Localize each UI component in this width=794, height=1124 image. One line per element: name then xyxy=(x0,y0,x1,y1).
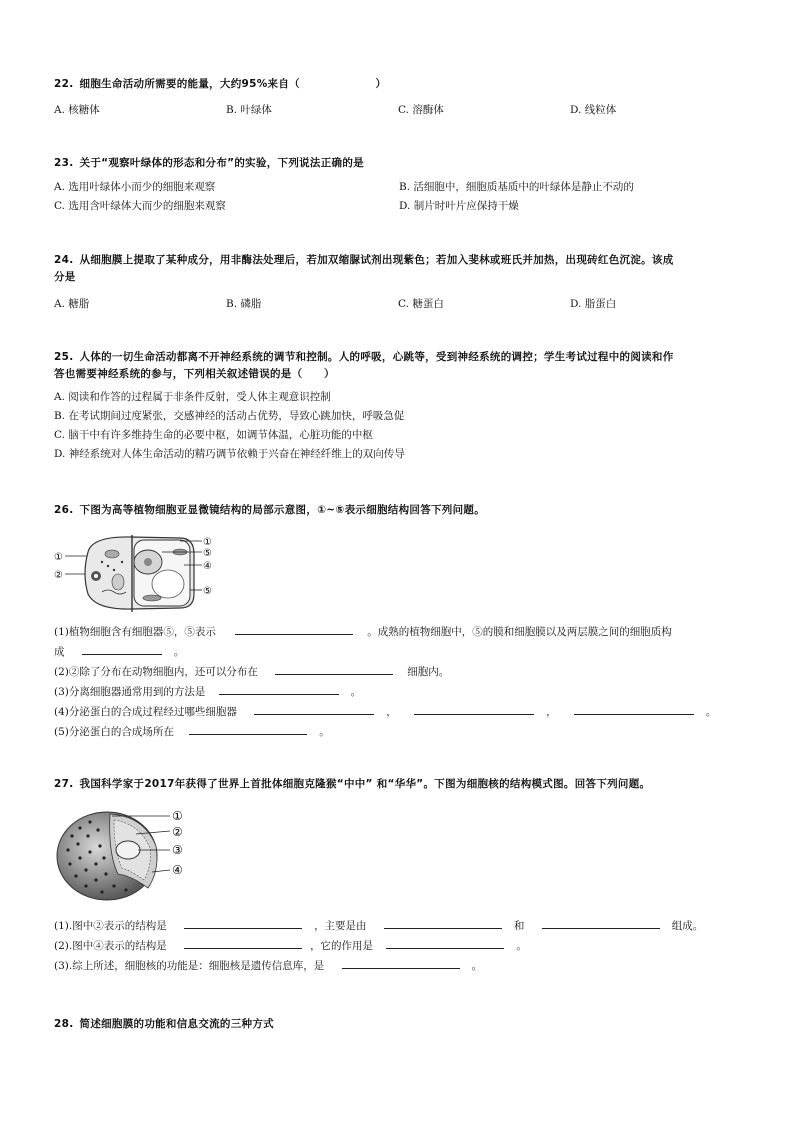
option-d[interactable]: D. 制片时叶片应保持干燥 xyxy=(399,200,519,212)
subq-4-sep: ， xyxy=(386,706,397,718)
question-27 xyxy=(54,776,744,793)
question-number: 26. xyxy=(54,504,74,516)
subq-1 xyxy=(54,916,744,936)
subq-1 xyxy=(54,622,744,642)
subq-2-text: (2).图中④表示的结构是 xyxy=(54,940,167,952)
question-stem xyxy=(54,76,744,93)
nucleus-label-2: ② xyxy=(172,825,183,839)
question-stem xyxy=(54,502,744,519)
option-b[interactable]: B. 叶绿体 xyxy=(226,104,272,116)
question-26-subparts xyxy=(54,622,744,742)
subq-2 xyxy=(54,662,744,682)
subq-3-period: 。 xyxy=(350,686,362,698)
nucleus-diagram xyxy=(52,806,192,906)
subq-3-text: (3).综上所述，细胞核的功能是：细胞核是遗传信息库，是 xyxy=(54,960,325,972)
option-a[interactable]: A. 糖脂 xyxy=(54,298,90,310)
question-stem xyxy=(54,1016,744,1033)
subq-3 xyxy=(54,682,744,702)
question-text: 从细胞膜上提取了某种成分，用非酶法处理后，若加双缩脲试剂出现紫色；若加入斐林或班氏并加热，出现砖红色沉淀。该成 xyxy=(79,254,674,266)
option-b[interactable]: B. 在考试期间过度紧张，交感神经的活动占优势，导致心跳加快，呼吸急促 xyxy=(54,410,405,422)
subq-3-text: (3)分离细胞器通常用到的方法是 xyxy=(54,686,206,698)
question-22 xyxy=(54,76,744,119)
subq-2-text-b: ，它的作用是 xyxy=(310,940,374,952)
nucleus-label-4: ④ xyxy=(172,863,183,877)
subq-1-line2 xyxy=(54,642,744,662)
option-c[interactable]: C. 糖蛋白 xyxy=(398,298,444,310)
question-text: 我国科学家于2017年获得了世界上首批体细胞克隆猴“中中” 和“华华”。下图为细胞核的结构模式图。回答下列问题。 xyxy=(79,778,651,790)
answer-blank[interactable] xyxy=(542,916,660,929)
subq-1-period: 。 xyxy=(173,646,185,658)
question-26 xyxy=(54,502,744,519)
answer-blank[interactable] xyxy=(219,682,339,695)
option-c[interactable]: C. 选用含叶绿体大而少的细胞来观察 xyxy=(54,200,226,212)
subq-4-period: 。 xyxy=(705,706,717,718)
question-23 xyxy=(54,155,744,215)
answer-blank[interactable] xyxy=(184,936,302,949)
answer-blank[interactable] xyxy=(184,916,302,929)
question-text: 关于“观察叶绿体的形态和分布”的实验，下列说法正确的是 xyxy=(79,157,364,169)
question-number: 22. xyxy=(54,78,74,90)
subq-1-text-end: 成 xyxy=(54,646,65,658)
nucleus-label-1: ① xyxy=(172,809,183,823)
option-d[interactable]: D. 脂蛋白 xyxy=(570,298,617,310)
option-d[interactable]: D. 线粒体 xyxy=(570,104,617,116)
answer-blank[interactable] xyxy=(414,702,534,715)
label-left-2: ② xyxy=(54,570,63,581)
options-grid xyxy=(54,179,744,215)
subq-3-period: 。 xyxy=(471,960,483,972)
nucleus-label-3: ③ xyxy=(172,843,183,857)
label-right-4: ④ xyxy=(203,561,212,572)
question-number: 27. xyxy=(54,778,74,790)
plant-cell-illustration xyxy=(52,532,217,614)
label-right-1: ① xyxy=(203,537,212,548)
subq-4-text: (4)分泌蛋白的合成过程经过哪些细胞器 xyxy=(54,706,237,718)
subq-1-text-cont: 。成熟的植物细胞中，⑤的膜和细胞膜以及两层膜之间的细胞质构 xyxy=(367,626,672,638)
subq-3 xyxy=(54,956,744,976)
option-d[interactable]: D. 神经系统对人体生命活动的精巧调节依赖于兴奋在神经纤维上的双向传导 xyxy=(54,448,405,460)
label-right-5a: ⑤ xyxy=(203,548,212,559)
options-row xyxy=(54,296,744,313)
question-27-subparts xyxy=(54,916,744,976)
question-stem xyxy=(54,252,744,286)
question-25 xyxy=(54,349,744,463)
answer-blank[interactable] xyxy=(386,936,504,949)
subq-4-sep: ， xyxy=(546,706,557,718)
answer-blank[interactable] xyxy=(384,916,502,929)
question-text: 下图为高等植物细胞亚显微镜结构的局部示意图，①~⑤表示细胞结构回答下列问题。 xyxy=(79,504,485,516)
answer-blank[interactable] xyxy=(235,622,353,635)
option-a[interactable]: A. 选用叶绿体小而少的细胞来观察 xyxy=(54,181,216,193)
plant-cell-diagram xyxy=(52,532,217,614)
answer-blank[interactable] xyxy=(275,662,393,675)
option-c[interactable]: C. 脑干中有许多维持生命的必要中枢，如调节体温，心脏功能的中枢 xyxy=(54,429,373,441)
option-b[interactable]: B. 磷脂 xyxy=(226,298,262,310)
option-a[interactable]: A. 阅读和作答的过程属于非条件反射，受人体主观意识控制 xyxy=(54,391,331,403)
subq-2 xyxy=(54,936,744,956)
question-stem xyxy=(54,776,744,793)
subq-2-period: 。 xyxy=(516,940,527,952)
answer-blank[interactable] xyxy=(254,702,374,715)
answer-blank[interactable] xyxy=(189,722,307,735)
question-text: 人体的一切生命活动都离不开神经系统的调节和控制。人的呼吸，心跳等，受到神经系统的调控；学生考试过程中的阅读和作 xyxy=(79,351,674,363)
subq-1-text-b: ，主要是由 xyxy=(314,920,367,932)
subq-1-text-c: 和 xyxy=(513,920,525,932)
subq-5-text: (5)分泌蛋白的合成场所在 xyxy=(54,726,174,738)
subq-4 xyxy=(54,702,744,722)
subq-2-text: (2)②除了分布在动物细胞内，还可以分布在 xyxy=(54,666,258,678)
question-text: 简述细胞膜的功能和信息交流的三种方式 xyxy=(79,1018,274,1030)
subq-2-text-cont: 细胞内。 xyxy=(407,666,450,678)
question-stem xyxy=(54,155,744,172)
subq-5 xyxy=(54,722,744,742)
subq-1-text: (1)植物细胞含有细胞器⑤，⑤表示 xyxy=(54,626,216,638)
label-left-1: ① xyxy=(54,552,63,563)
question-number: 23. xyxy=(54,157,74,169)
question-text-cont: 答也需要神经系统的参与，下列相关叙述错误的是（ ） xyxy=(54,368,335,380)
options-list xyxy=(54,389,744,463)
question-number: 24. xyxy=(54,254,74,266)
subq-5-period: 。 xyxy=(319,726,330,738)
option-c[interactable]: C. 溶酶体 xyxy=(398,104,444,116)
question-number: 28. xyxy=(54,1018,74,1030)
options-row xyxy=(54,102,744,119)
option-b[interactable]: B. 活细胞中，细胞质基质中的叶绿体是静止不动的 xyxy=(399,181,634,193)
nucleus-illustration xyxy=(52,806,192,906)
question-number: 25. xyxy=(54,351,74,363)
question-28 xyxy=(54,1016,744,1033)
question-text-cont: 分是 xyxy=(54,271,76,283)
question-text: 细胞生命活动所需要的能量，大约95%来自（ ） xyxy=(79,78,387,90)
subq-1-text: (1).图中②表示的结构是 xyxy=(54,920,167,932)
answer-blank[interactable] xyxy=(82,642,162,655)
answer-blank[interactable] xyxy=(342,956,460,969)
answer-blank[interactable] xyxy=(574,702,694,715)
label-right-5b: ⑤ xyxy=(203,586,212,597)
option-a[interactable]: A. 核糖体 xyxy=(54,104,100,116)
subq-1-text-d: 组成。 xyxy=(671,920,704,932)
question-24 xyxy=(54,252,744,313)
question-stem xyxy=(54,349,744,383)
